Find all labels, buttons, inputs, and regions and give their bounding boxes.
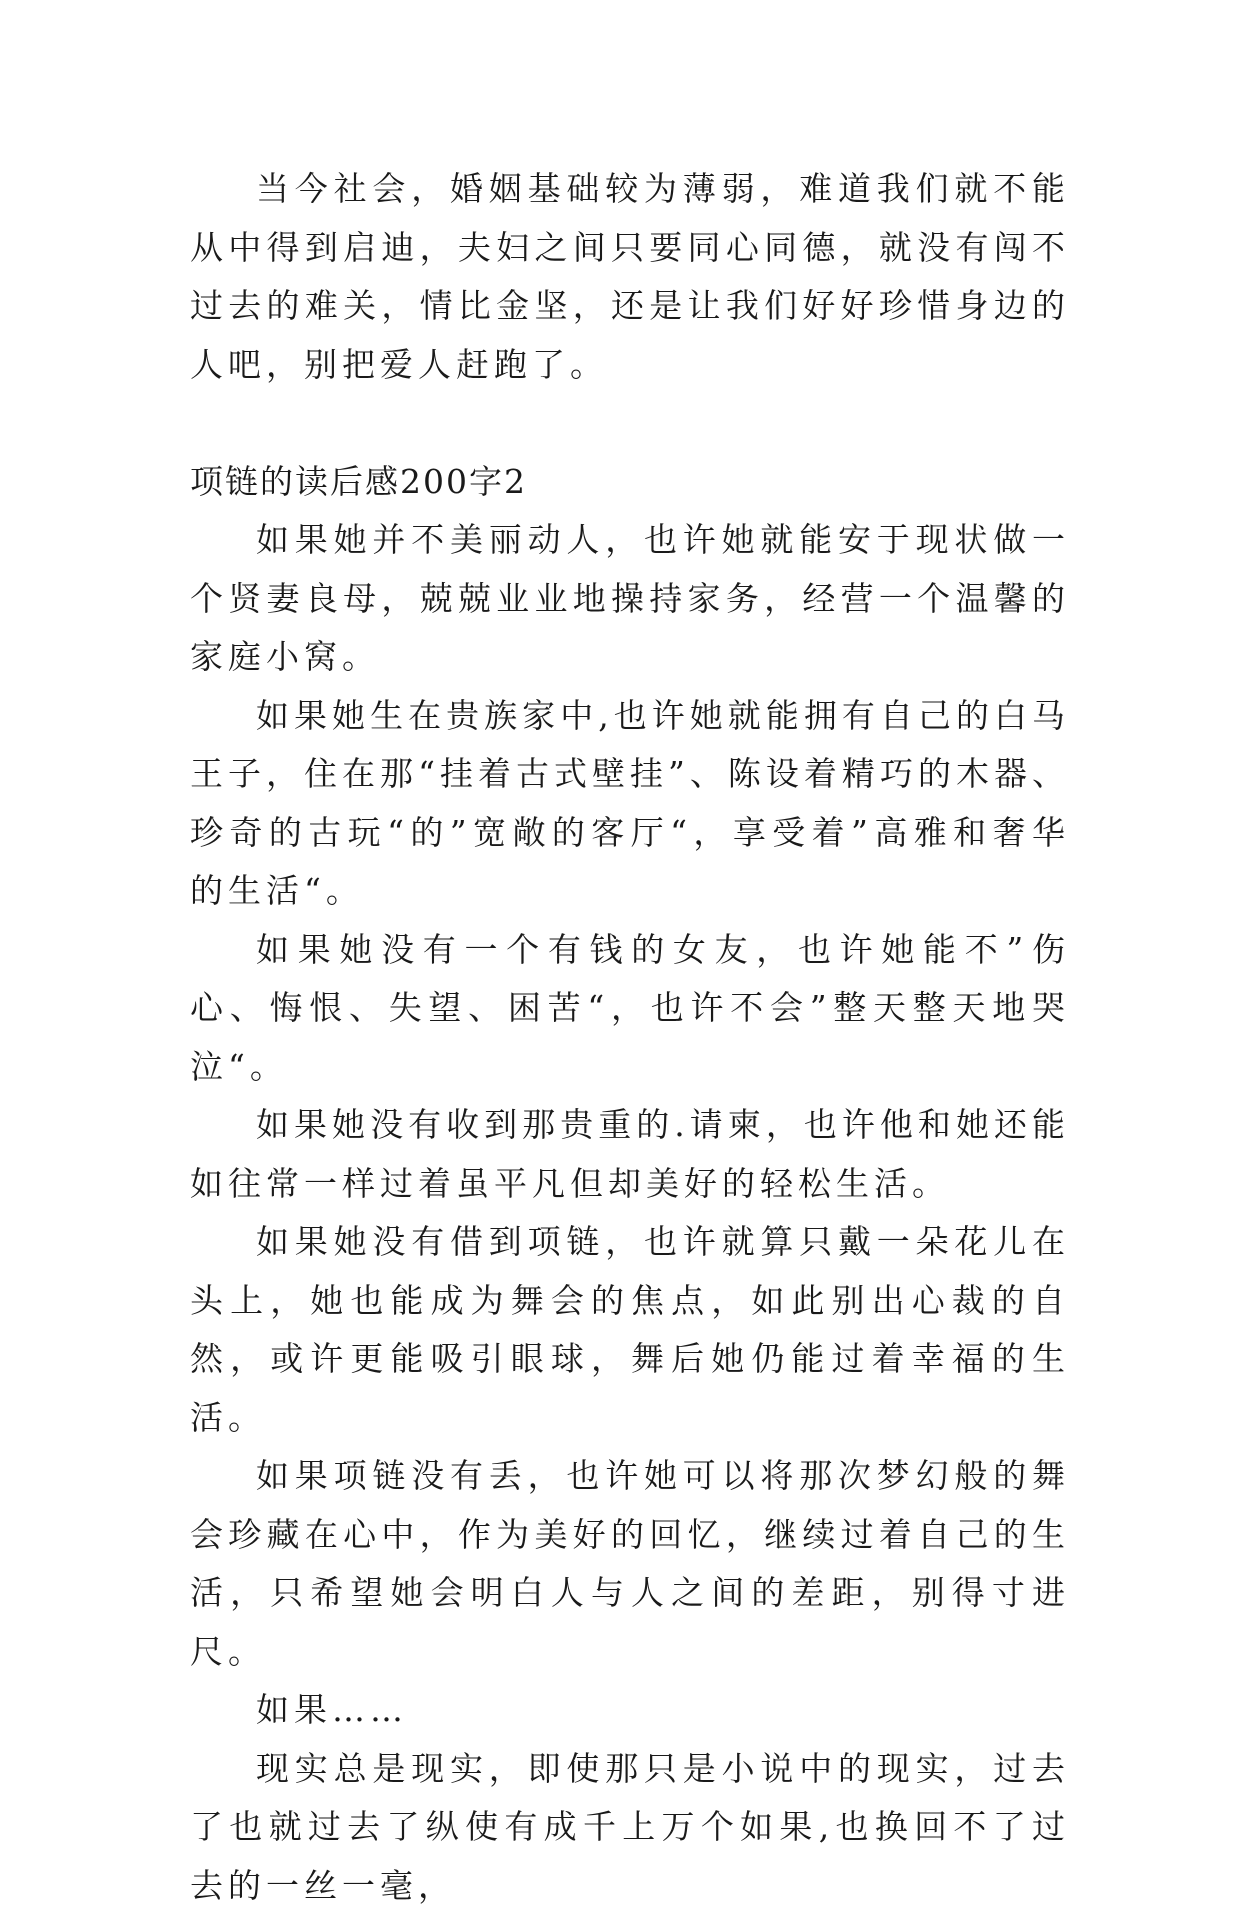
paragraph: 如果项链没有丢，也许她可以将那次梦幻般的舞会珍藏在心中，作为美好的回忆，继续过着自己的生活，只希望她会明白人与人之间的差距，别得寸进尺。	[190, 1447, 1070, 1681]
paragraph: 如果她并不美丽动人，也许她就能安于现状做一个贤妻良母，兢兢业业地操持家务，经营一个温馨的家庭小窝。	[190, 511, 1070, 687]
paragraph-intro: 当今社会，婚姻基础较为薄弱，难道我们就不能从中得到启迪，夫妇之间只要同心同德，就没有闯不过去的难关，情比金坚，还是让我们好好珍惜身边的人吧，别把爱人赶跑了。	[190, 160, 1070, 394]
paragraph: 如果她没有借到项链，也许就算只戴一朵花儿在头上，她也能成为舞会的焦点，如此别出心裁的自然，或许更能吸引眼球，舞后她仍能过着幸福的生活。	[190, 1213, 1070, 1447]
section-spacer	[190, 394, 1070, 453]
paragraph: 如果她生在贵族家中,也许她就能拥有自己的白马王子，住在那“挂着古式壁挂”、陈设着精巧的木器、珍奇的古玩“的”宽敞的客厅“，享受着”高雅和奢华的生活“。	[190, 687, 1070, 921]
paragraph: 现实总是现实，即使那只是小说中的现实，过去了也就过去了纵使有成千上万个如果,也换回不了过去的一丝一毫，	[190, 1740, 1070, 1915]
paragraph: 如果她没有一个有钱的女友，也许她能不”伤心、悔恨、失望、困苦“，也许不会”整天整天地哭泣“。	[190, 921, 1070, 1097]
document-body	[190, 160, 1070, 1915]
paragraph: 如果她没有收到那贵重的.请柬，也许他和她还能如往常一样过着虽平凡但却美好的轻松生活。	[190, 1096, 1070, 1213]
section-heading: 项链的读后感200字2	[190, 453, 1070, 512]
paragraph: 如果……	[190, 1681, 1070, 1740]
